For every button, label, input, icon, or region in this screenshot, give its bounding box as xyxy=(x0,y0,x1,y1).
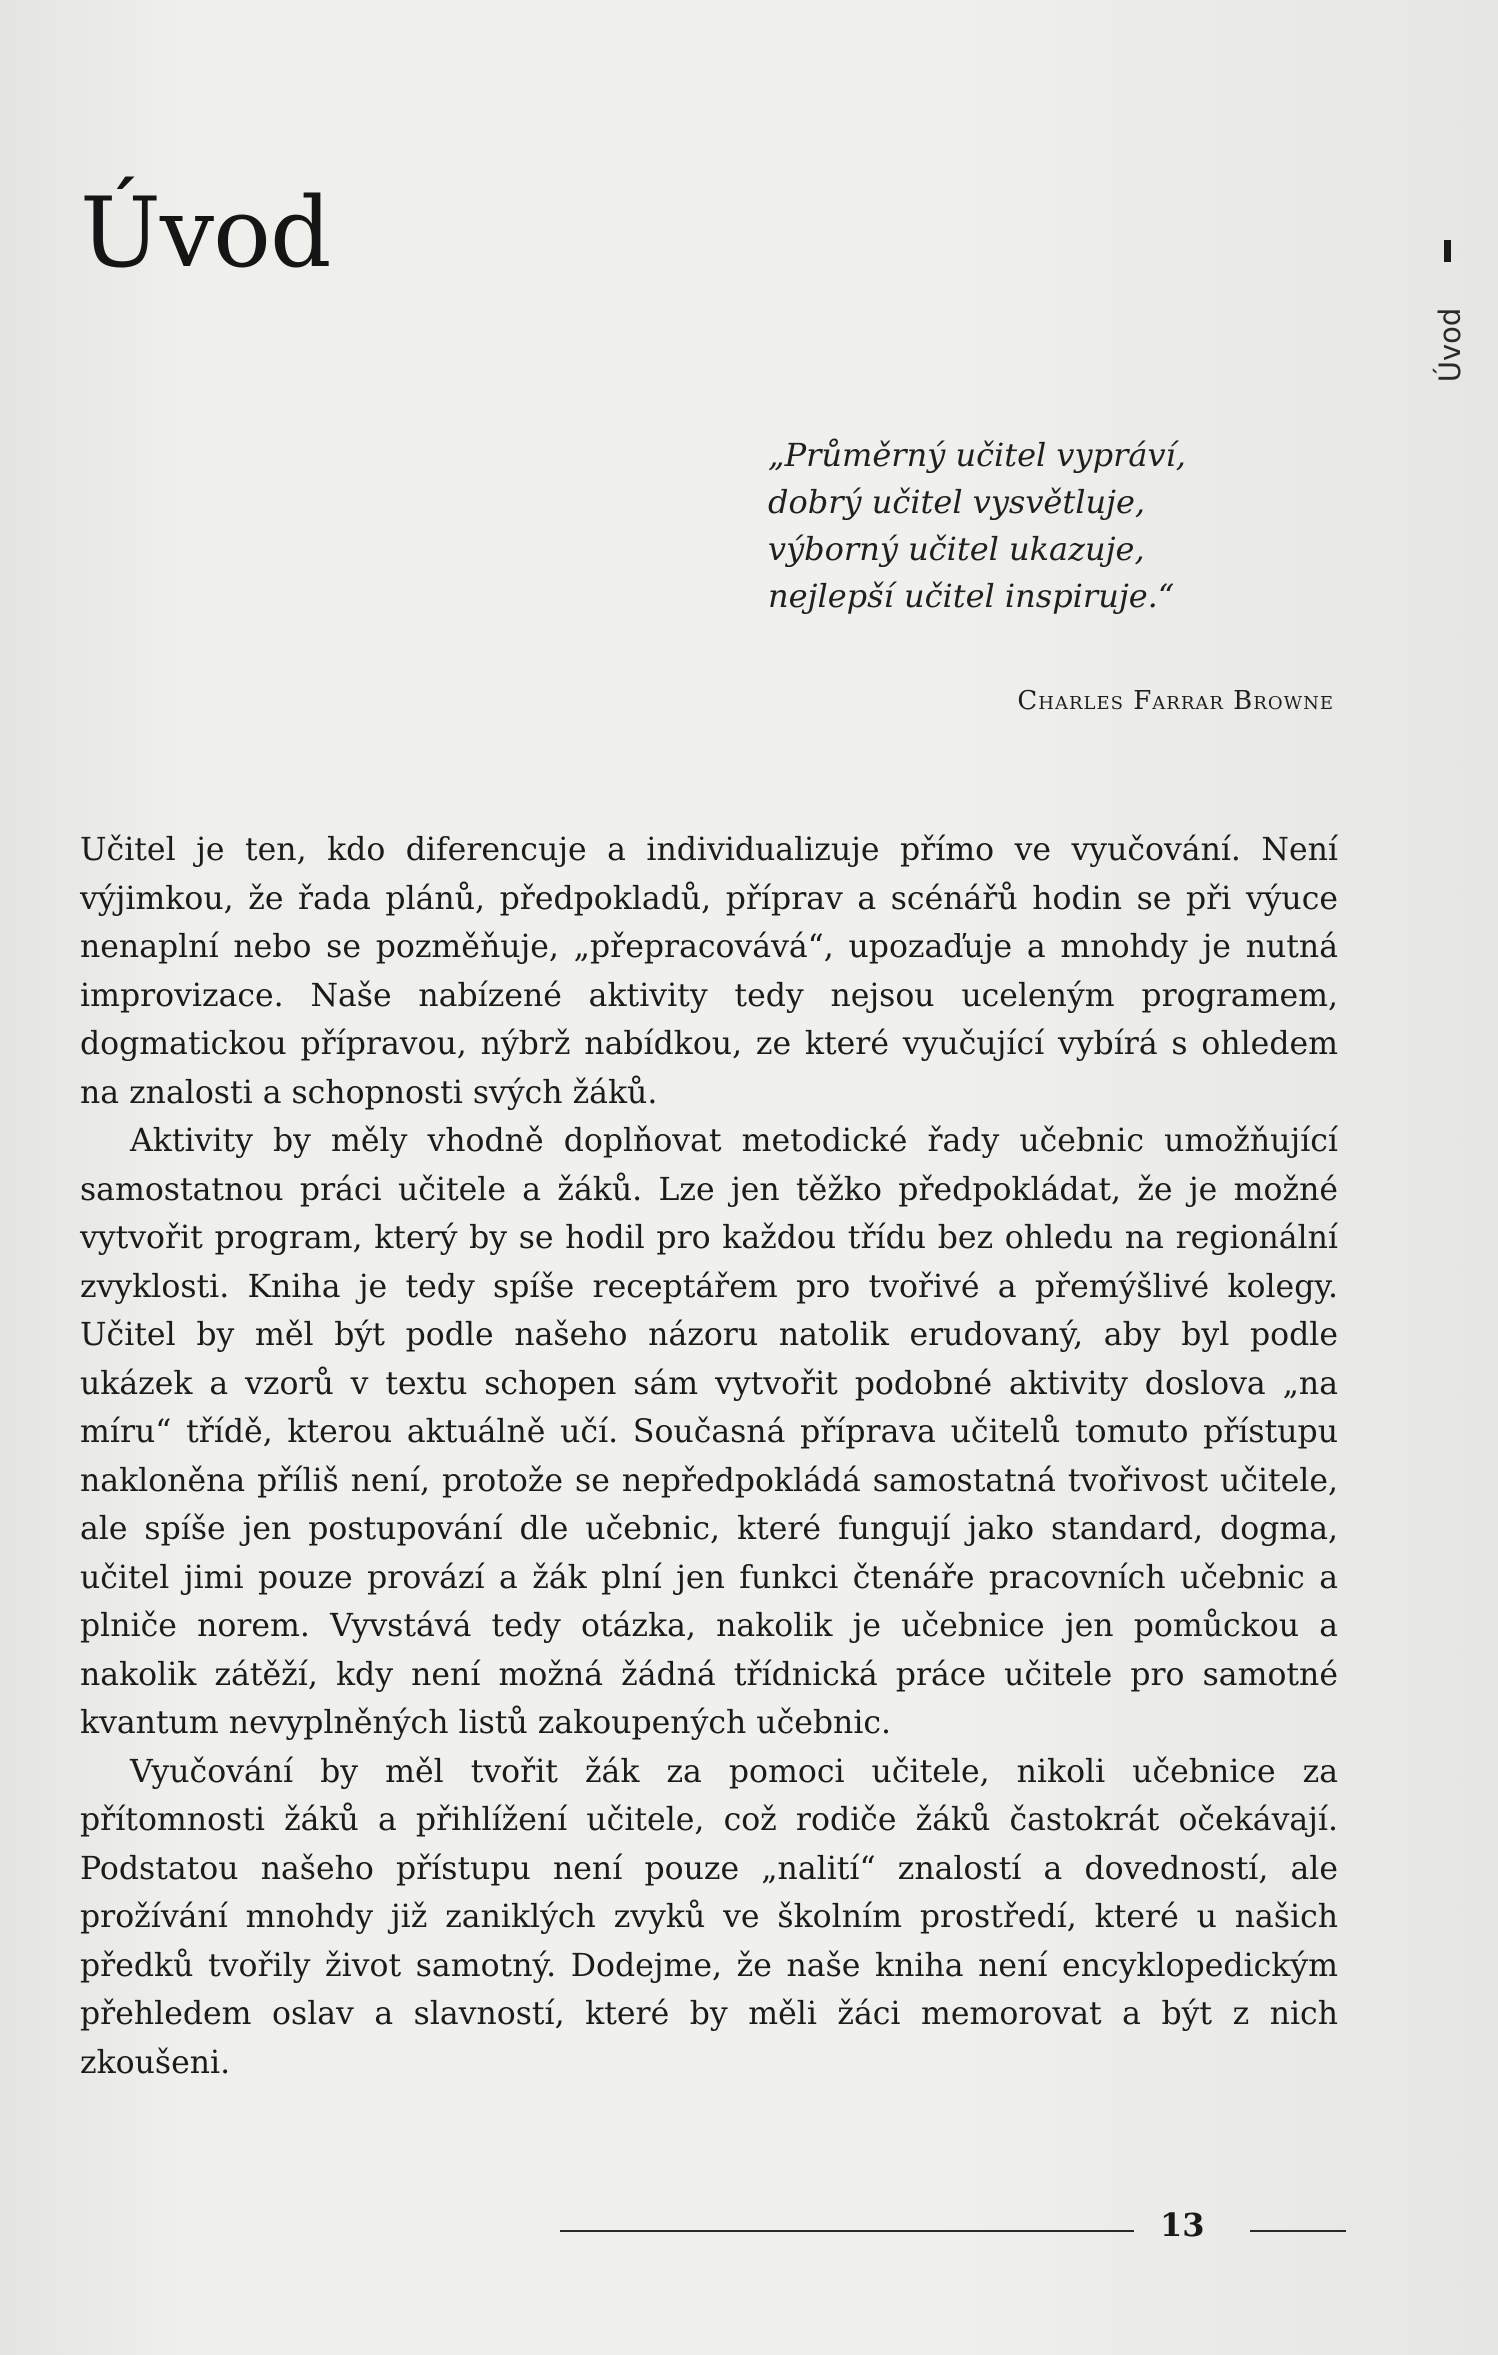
paragraph: Učitel je ten, kdo diferencuje a individualizuje přímo ve vyučování. Není výjimkou, že řada plánů, předpokladů, příprav a scénářů hodin se při výuce nenaplní nebo se pozměňuje, „přepracovává“, upozaďuje a mnohdy je nutná improvizace. Naše nabízené aktivity tedy nejsou uceleným programem, dogmatickou přípravou, nýbrž nabídkou, ze které vyučující vybírá s ohledem na znalosti a schopnosti svých žáků. xyxy=(80,832,1338,1111)
side-tab-label-box xyxy=(1420,290,1480,400)
epigraph-author: Charles Farrar Browne xyxy=(1017,686,1334,716)
chapter-title: Úvod xyxy=(80,177,331,289)
side-tab-marker xyxy=(1444,240,1451,262)
epigraph-line: výborný učitel ukazuje, xyxy=(768,530,1145,568)
page-number: 13 xyxy=(1160,2206,1205,2244)
epigraph-quote xyxy=(768,432,1368,620)
epigraph-line: nejlepší učitel inspiruje.“ xyxy=(768,577,1175,615)
epigraph-line: „Průměrný učitel vypráví, xyxy=(768,436,1186,474)
paragraph: Vyučování by měl tvořit žák za pomoci učitele, nikoli učebnice za přítomnosti žáků a přihlížení učitele, což rodiče žáků častokrát očekávají. Podstatou našeho přístupu není pouze „nalití“ znalostí a dovedností, ale prožívání mnohdy již zaniklých zvyků ve školním prostředí, které u našich předků tvořily život samotný. Dodejme, že naše kniha není encyklopedickým přehledem oslav a slavností, které by měli žáci memorovat a být z nich zkoušeni. xyxy=(80,1753,1338,2081)
side-chapter-tab xyxy=(1420,240,1480,410)
epigraph-line: dobrý učitel vysvětluje, xyxy=(768,483,1146,521)
paragraph: Aktivity by měly vhodně doplňovat metodické řady učebnic umožňující samostatnou práci učitele a žáků. Lze jen těžko předpokládat, že je možné vytvořit program, který by se hodil pro každou třídu bez ohledu na regionální zvyklosti. Kniha je tedy spíše receptářem pro tvořivé a přemýšlivé kolegy. Učitel by měl být podle našeho názoru natolik erudovaný, aby byl podle ukázek a vzorů v textu schopen sám vytvořit podobné aktivity doslova „na míru“ třídě, kterou aktuálně učí. Současná příprava učitelů tomuto přístupu nakloněna příliš není, protože se nepředpokládá samostatná tvořivost učitele, ale spíše jen postupování dle učebnic, které fungují jako standard, dogma, učitel jimi pouze provází a žák plní jen funkci čtenáře pracovních učebnic a plniče norem. Vyvstává tedy otázka, nakolik je učebnice jen pomůckou a nakolik zátěží, kdy není možná žádná třídnická práce učitele pro samotné kvantum nevyplněných listů zakoupených učebnic. xyxy=(80,1123,1338,1741)
side-tab-label: Úvod xyxy=(1433,307,1467,383)
page-footer xyxy=(560,2200,1350,2260)
body-text xyxy=(80,826,1338,2087)
footer-rule-left xyxy=(560,2230,1134,2232)
footer-rule-right xyxy=(1250,2230,1346,2232)
